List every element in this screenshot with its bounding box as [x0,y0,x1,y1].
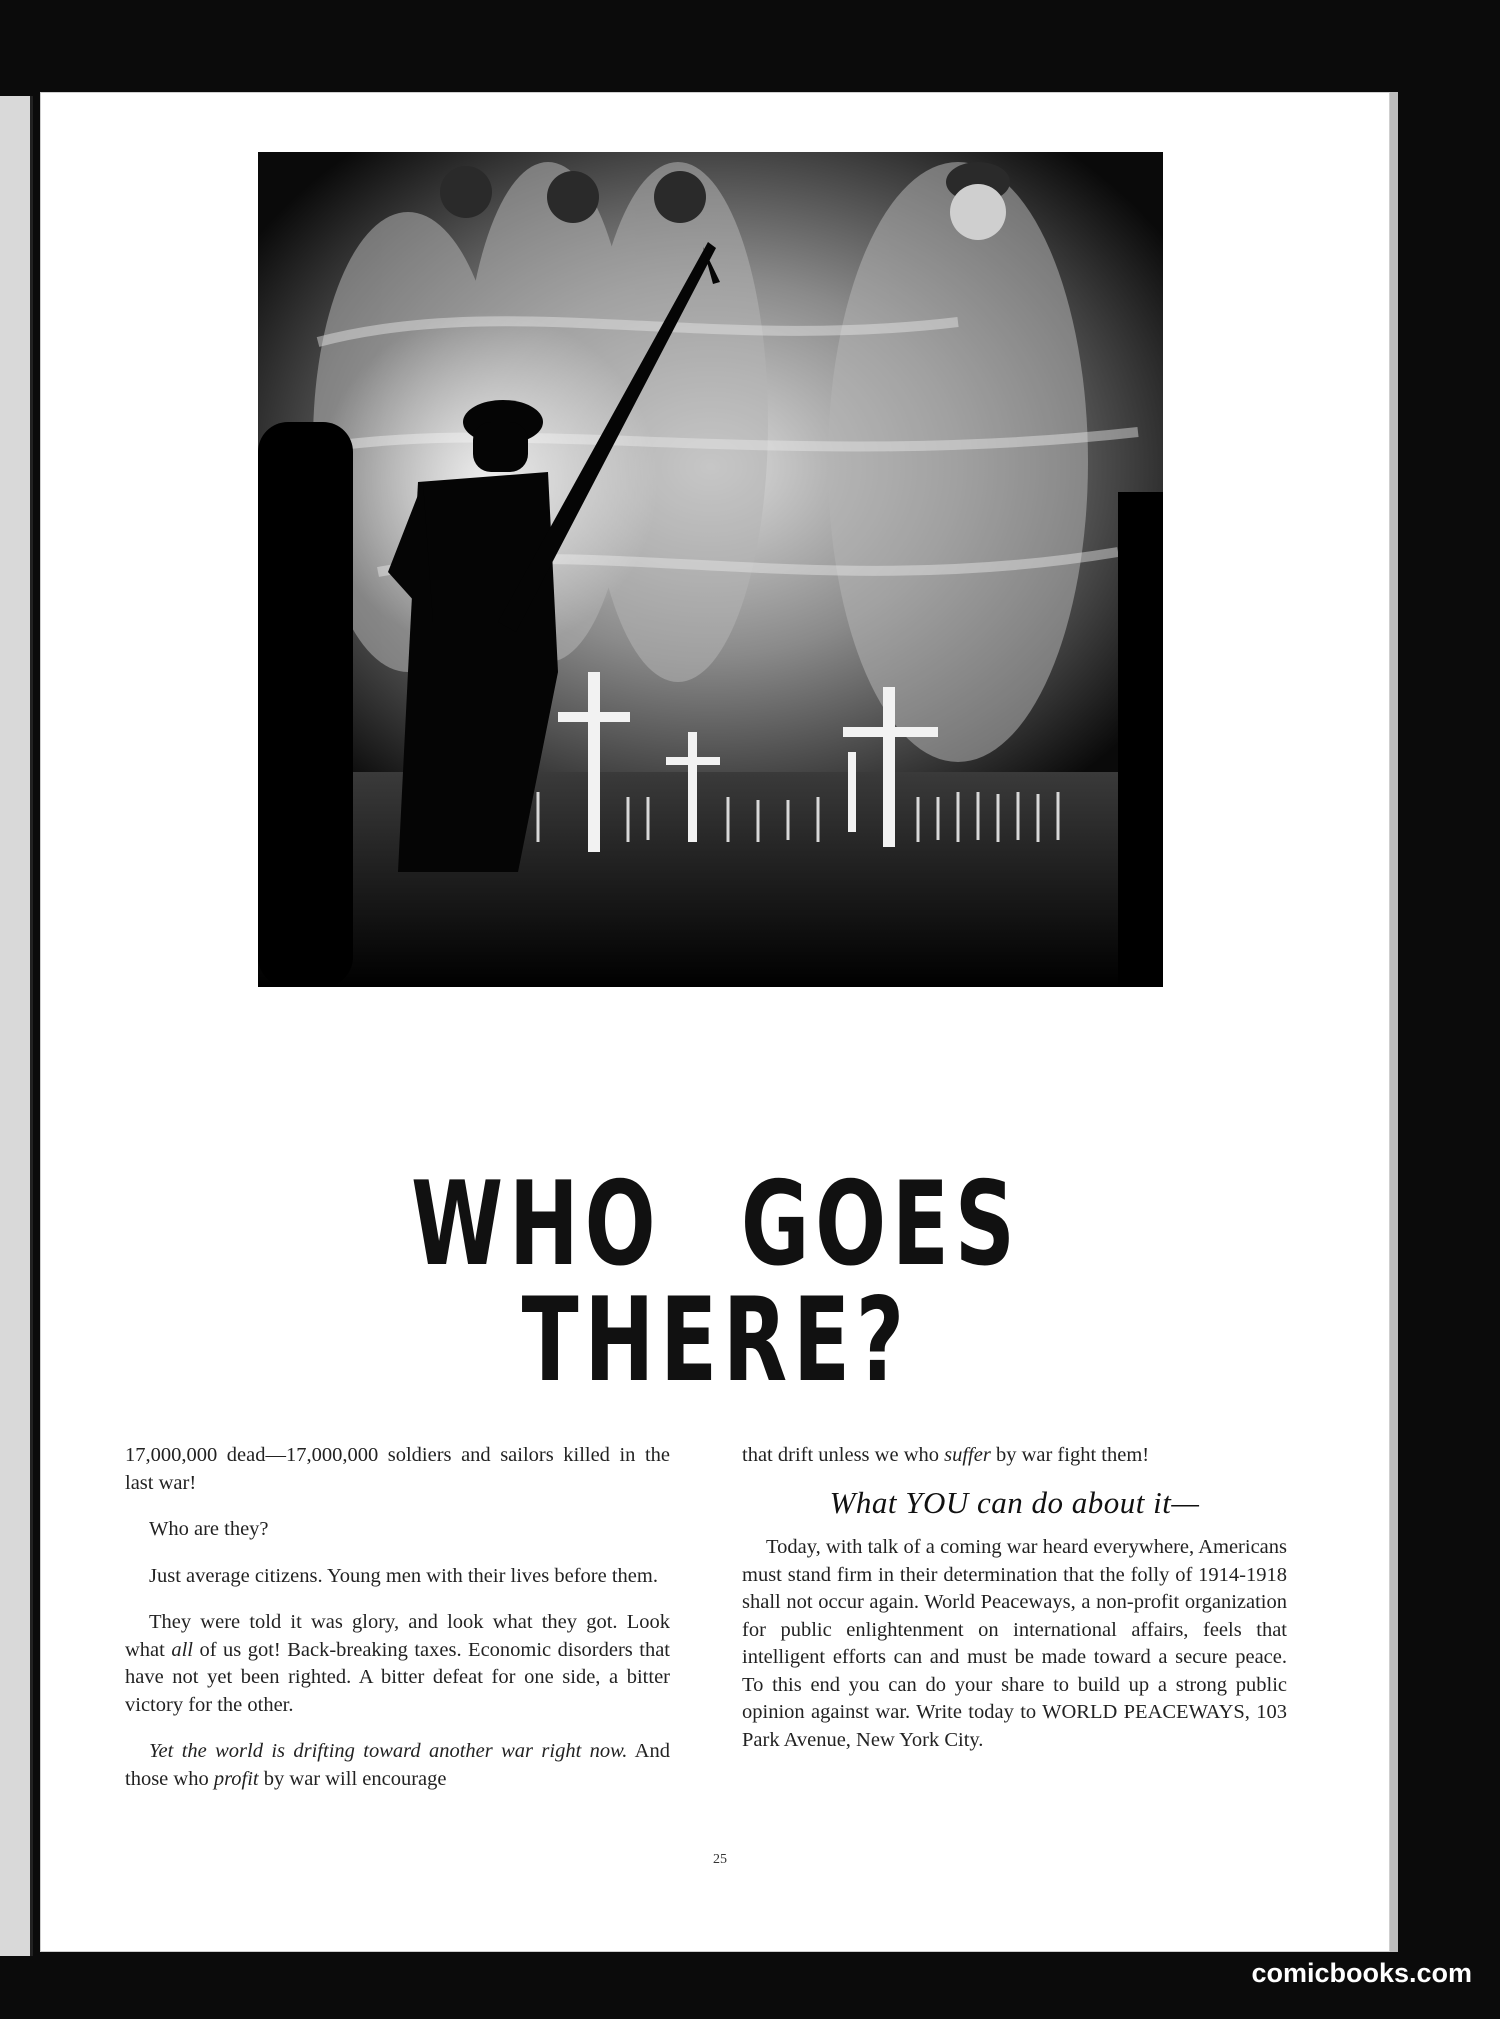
paragraph-world-drifting [125,1738,670,1793]
paragraph-glory-text-b: of us got! Back-breaking taxes. Economic disorders that have not yet been righted. A bitter defeat for one side, a bitter victory for the other. [125,1638,670,1716]
paragraph-dead-count: 17,000,000 dead—17,000,000 soldiers and sailors killed in the last war! [125,1444,670,1494]
suffer-emphasis: suffer [944,1444,991,1466]
paragraph-glory-emphasis: all [171,1638,193,1661]
page-right-edge [1390,92,1398,1952]
paragraph-glory-text-a: They were told it was glory, and look what they got. Look what [125,1611,670,1661]
headline: WHO GOES THERE? [411,1157,1021,1408]
drift-text-a: that drift unless we who [742,1444,945,1466]
watermark-text: comicbooks.com [1251,1958,1472,1988]
previous-page-edge [0,96,33,1956]
paragraph-profit-emphasis: profit [213,1767,259,1790]
paragraph-drift-continued [742,1442,1287,1470]
paragraph-drifting-text-b: by war will encourage [258,1767,447,1790]
paragraph-who-are-they: Who are they? [149,1518,269,1540]
magazine-page [40,92,1390,1952]
paragraph-drifting-emphasis: Yet the world is drifting toward another war right now. [149,1740,628,1762]
paragraph-drifting-text-a: And those who [125,1740,670,1790]
page-number: 25 [713,1852,727,1867]
subheading-what-you-can-do: What YOU can do about it— [829,1484,1200,1520]
paragraph-glory [125,1609,670,1719]
left-column [125,1442,670,1812]
illustration-artwork [258,152,1163,987]
right-column [742,1442,1287,1773]
drift-text-b: by war fight them! [990,1444,1150,1466]
paragraph-world-peaceways: Today, with talk of a coming war heard everywhere, Americans must stand firm in their determination that the folly of 1914-1918 shall not occur again. World Peaceways, a non-profit organization for public enlightenment on international affairs, feels that intelligent efforts can and must be made toward a secure peace. To this end you can do your share to build up a strong public opinion against war. Write today to WORLD PEACEWAYS, 103 Park Avenue, New York City. [742,1536,1287,1751]
paragraph-average-citizens: Just average citizens. Young men with their lives before them. [149,1564,658,1587]
soldier-ghosts-illustration [258,152,1163,987]
